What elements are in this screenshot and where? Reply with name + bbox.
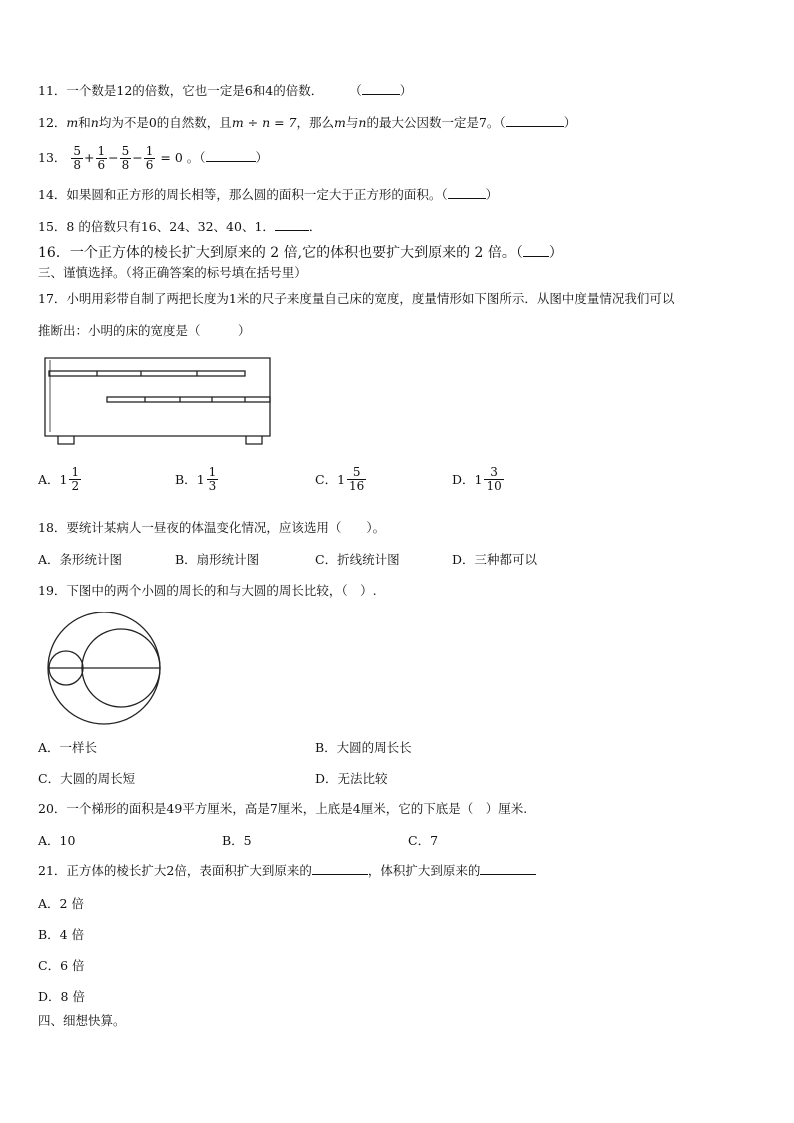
option-b[interactable]: B．大圆的周长长 xyxy=(315,740,412,755)
question-text: 一个数是12的倍数，它也一定是6和4的倍数． xyxy=(66,83,324,98)
answer-blank[interactable] xyxy=(506,126,564,127)
question-12 xyxy=(38,114,576,132)
question-number: 17． xyxy=(38,291,67,306)
question-19 xyxy=(38,582,377,600)
option-c[interactable]: C．大圆的周长短 xyxy=(38,771,136,786)
question-text: 推断出：小明的床的宽度是（ ） xyxy=(38,323,251,338)
question-number: 15． xyxy=(38,219,67,234)
section-heading: 四、细想快算。 xyxy=(38,1013,126,1028)
question-text: 下图中的两个小圆的周长的和与大圆的周长比较，（ ）. xyxy=(66,583,377,598)
question-number: 16． xyxy=(38,245,70,261)
section-heading: 三、谨慎选择。（将正确答案的标号填在括号里） xyxy=(38,265,307,280)
bed-measure-figure xyxy=(40,352,280,448)
operator: − xyxy=(108,150,119,165)
question-17 xyxy=(38,290,674,308)
option-b[interactable]: B．4 倍 xyxy=(38,927,85,942)
option-c[interactable]: C． 1 $\frac{5}{16}$ xyxy=(315,465,365,493)
paren: （ xyxy=(349,83,362,98)
question-text: 与 xyxy=(345,115,359,130)
question-13 xyxy=(38,140,268,176)
question-text: ，那么 xyxy=(296,115,335,130)
question-text: 和 xyxy=(78,115,91,130)
question-15 xyxy=(38,218,321,236)
question-text: 小明用彩带自制了两把长度为1米的尺子来度量自己床的宽度，度量情形如下图所示．从图中度量情况我们可以 xyxy=(66,291,675,306)
question-text: 的最大公因数一定是7。（ xyxy=(366,115,506,130)
option-a[interactable]: A．条形统计图 xyxy=(38,552,123,567)
question-text: 如果圆和正方形的周长相等，那么圆的面积一定大于正方形的面积。（ xyxy=(66,187,448,202)
question-text: 一个正方体的棱长扩大到原来的 2 倍,它的体积也要扩大到原来的 2 倍。（ xyxy=(69,245,523,261)
option-b[interactable]: B．5 xyxy=(222,833,252,848)
var-m: m xyxy=(66,115,79,130)
fraction: $\frac{5}{8}$ xyxy=(73,144,82,172)
answer-blank[interactable] xyxy=(312,874,368,875)
fraction: $\frac{5}{8}$ xyxy=(121,144,130,172)
fraction: $\frac{1}{6}$ xyxy=(97,144,106,172)
question-text: ，体积扩大到原来的 xyxy=(367,863,481,878)
option-b[interactable]: B． 1 $\frac{1}{3}$ xyxy=(175,465,217,493)
paren: ） xyxy=(255,150,269,165)
question-text: 正方体的棱长扩大2倍，表面积扩大到原来的 xyxy=(66,863,312,878)
question-text: 要统计某病人一昼夜的体温变化情况，应该选用（ ）。 xyxy=(66,520,386,535)
question-number: 14． xyxy=(38,187,67,202)
option-a[interactable]: A．2 倍 xyxy=(38,896,84,911)
question-18 xyxy=(38,519,385,537)
ruler-top xyxy=(49,371,245,376)
question-number: 12． xyxy=(38,115,67,130)
question-16 xyxy=(38,244,563,262)
var-m: m xyxy=(334,115,346,130)
question-number: 11． xyxy=(38,83,67,98)
question-number: 13． xyxy=(38,150,67,165)
question-text: 8 的倍数只有16、24、32、40、1． xyxy=(66,219,275,234)
option-d[interactable]: D．无法比较 xyxy=(315,771,388,786)
option-a[interactable]: A．10 xyxy=(38,833,76,848)
answer-blank[interactable] xyxy=(523,256,549,257)
question-text: = 0 。（ xyxy=(160,150,206,165)
question-number: 18． xyxy=(38,520,67,535)
option-d[interactable]: D．三种都可以 xyxy=(452,552,538,567)
question-20 xyxy=(38,800,527,818)
bed-leg-right xyxy=(246,436,262,444)
question-number: 20． xyxy=(38,801,67,816)
answer-blank[interactable] xyxy=(275,230,309,231)
answer-blank[interactable] xyxy=(206,161,256,162)
question-11 xyxy=(38,82,412,100)
paren: ） xyxy=(563,115,577,130)
circles-figure xyxy=(44,612,170,730)
paren: ） xyxy=(399,83,413,98)
question-number: 21． xyxy=(38,863,67,878)
operator: − xyxy=(132,150,143,165)
question-text: 一个梯形的面积是49平方厘米，高是7厘米，上底是4厘米，它的下底是（ ）厘米. xyxy=(66,801,528,816)
question-17-cont xyxy=(38,322,251,340)
paren: ） xyxy=(485,187,499,202)
operator: + xyxy=(84,150,95,165)
var-n: n xyxy=(358,115,367,130)
question-14 xyxy=(38,186,498,204)
question-text: ． xyxy=(308,219,322,234)
var-n: n xyxy=(90,115,99,130)
option-c[interactable]: C．6 倍 xyxy=(38,958,85,973)
option-d[interactable]: D． 1 $\frac{3}{10}$ xyxy=(452,465,502,493)
option-c[interactable]: C．折线统计图 xyxy=(315,552,400,567)
option-b[interactable]: B．扇形统计图 xyxy=(175,552,260,567)
answer-blank[interactable] xyxy=(448,198,486,199)
option-d[interactable]: D．8 倍 xyxy=(38,989,85,1004)
answer-blank[interactable] xyxy=(362,94,400,95)
bed-leg-left xyxy=(58,436,74,444)
fraction: $\frac{1}{6}$ xyxy=(145,144,154,172)
question-21 xyxy=(38,862,536,880)
paren: ） xyxy=(548,245,563,261)
question-number: 19． xyxy=(38,583,67,598)
question-text: 均为不是0的自然数，且 xyxy=(98,115,232,130)
option-a[interactable]: A．一样长 xyxy=(38,740,98,755)
answer-blank[interactable] xyxy=(480,874,536,875)
option-c[interactable]: C．7 xyxy=(408,833,439,848)
math-expression: m ÷ n = 7 xyxy=(231,115,297,130)
option-a[interactable]: A． 1 $\frac{1}{2}$ xyxy=(38,465,80,493)
